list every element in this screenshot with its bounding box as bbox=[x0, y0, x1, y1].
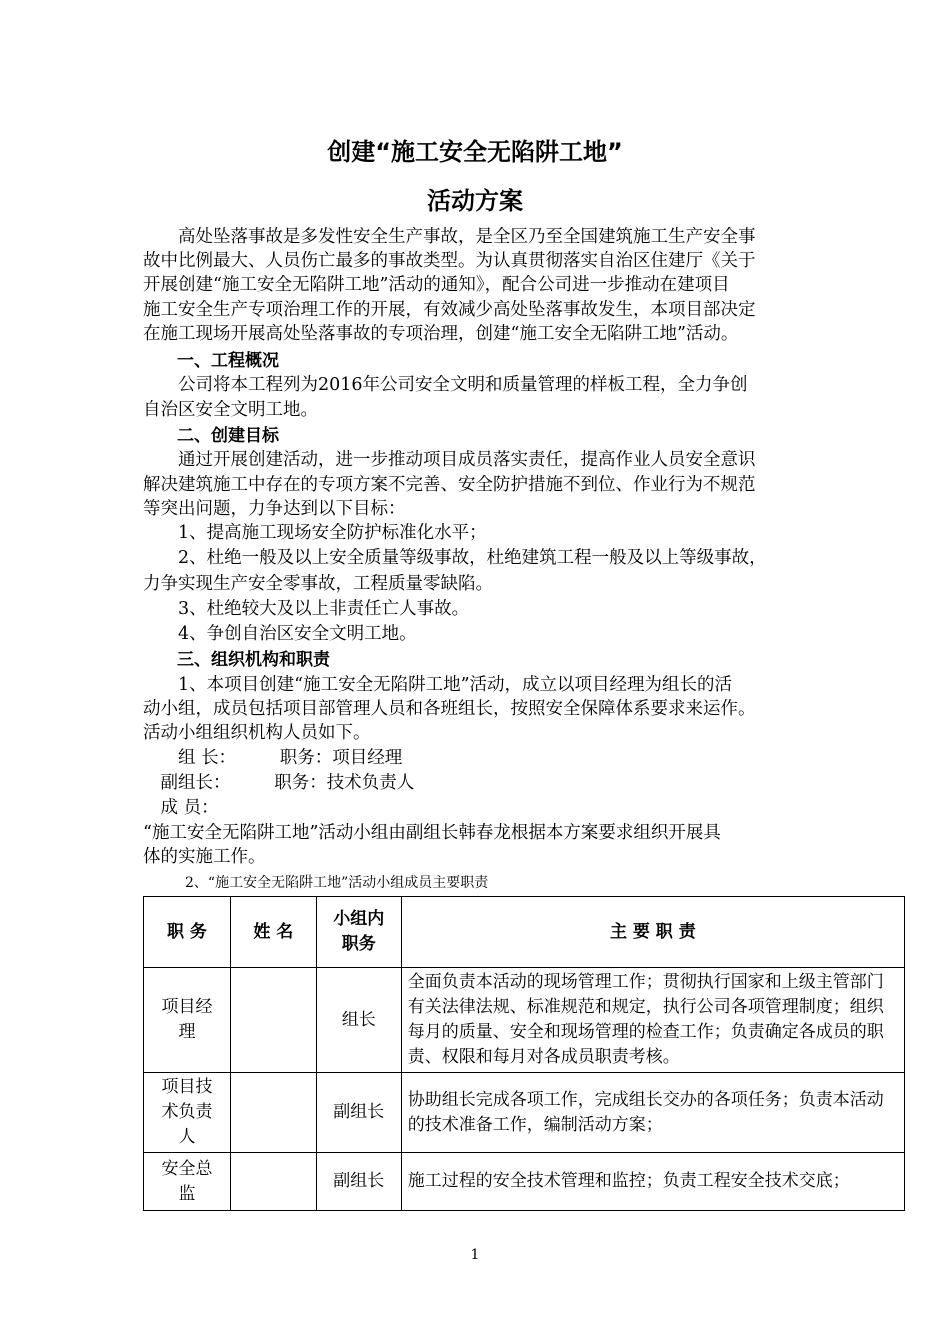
section2-line: 2、杜绝一般及以上安全质量等级事故，杜绝建筑工程一般及以上等级事故， bbox=[143, 548, 767, 568]
document-subtitle: 活动方案 bbox=[427, 187, 523, 215]
header-post: 职 务 bbox=[144, 897, 231, 968]
section3-line: 活动小组组织机构人员如下。 bbox=[143, 723, 371, 743]
table-caption: 2、“施工安全无陷阱工地”活动小组成员主要职责 bbox=[143, 875, 489, 891]
section2-heading: 二、创建目标 bbox=[143, 426, 279, 446]
cell-name bbox=[230, 1073, 316, 1153]
section3-heading: 三、组织机构和职责 bbox=[143, 650, 330, 670]
section2-line: 4、争创自治区安全文明工地。 bbox=[143, 624, 417, 644]
document-title: 创建“施工安全无陷阱工地” bbox=[327, 138, 623, 166]
cell-duty: 施工过程的安全技术管理和监控；负责工程安全技术交底； bbox=[401, 1153, 904, 1211]
cell-duty: 协助组长完成各项工作，完成组长交办的各项任务；负责本活动的技术准备工作，编制活动方案； bbox=[401, 1073, 904, 1153]
section2-line: 等突出问题，力争达到以下目标： bbox=[143, 499, 406, 519]
intro-line: 高处坠落事故是多发性安全生产事故，是全区乃至全国建筑施工生产安全事 bbox=[143, 227, 756, 247]
section2-line: 3、杜绝较大及以上非责任亡人事故。 bbox=[143, 599, 470, 619]
section3-line: 体的实施工作。 bbox=[143, 847, 266, 867]
section1-heading: 一、工程概况 bbox=[143, 351, 279, 371]
duty-table bbox=[143, 896, 905, 1211]
section2-line: 通过开展创建活动，进一步推动项目成员落实责任，提高作业人员安全意识 bbox=[143, 450, 756, 470]
section3-line: “施工安全无陷阱工地”活动小组由副组长韩春龙根据本方案要求组织开展具 bbox=[143, 823, 721, 843]
cell-post: 安全总 监 bbox=[144, 1153, 231, 1211]
intro-line: 开展创建“施工安全无陷阱工地”活动的通知》，配合公司进一步推动在建项目 bbox=[143, 275, 730, 295]
cell-role: 副组长 bbox=[316, 1073, 401, 1153]
cell-name bbox=[230, 968, 316, 1073]
intro-line: 故中比例最大、人员伤亡最多的事故类型。为认真贯彻落实自治区住建厅《关于 bbox=[143, 251, 756, 271]
cell-duty: 全面负责本活动的现场管理工作；贯彻执行国家和上级主管部门有关法律法规、标准规范和规定，执行公司各项管理制度；组织每月的质量、安全和现场管理的检查工作；负责确定各成员的职责、权限和每月对各成员职责考核。 bbox=[401, 968, 904, 1073]
page-number: 1 bbox=[470, 1247, 480, 1263]
header-role: 小组内 职务 bbox=[316, 897, 401, 968]
cell-post: 项目技 术负责 人 bbox=[144, 1073, 231, 1153]
section2-line: 1、提高施工现场安全防护标准化水平； bbox=[143, 523, 487, 543]
section2-line: 力争实现生产安全零事故，工程质量零缺陷。 bbox=[143, 574, 493, 594]
intro-line: 施工安全生产专项治理工作的开展，有效减少高处坠落事故发生，本项目部决定 bbox=[143, 300, 756, 320]
intro-line: 在施工现场开展高处坠落事故的专项治理，创建“施工安全无陷阱工地”活动。 bbox=[143, 324, 739, 344]
section3-line: 副组长： 职务：技术负责人 bbox=[143, 773, 415, 793]
table-header-row bbox=[144, 897, 905, 968]
section3-line: 动小组，成员包括项目部管理人员和各班组长，按照安全保障体系要求来运作。 bbox=[143, 699, 756, 719]
cell-role: 副组长 bbox=[316, 1153, 401, 1211]
cell-post: 项目经 理 bbox=[144, 968, 231, 1073]
table-row bbox=[144, 1073, 905, 1153]
section3-line: 组 长： 职务：项目经理 bbox=[143, 748, 403, 768]
header-duty: 主 要 职 责 bbox=[401, 897, 904, 968]
table-row bbox=[144, 1153, 905, 1211]
section3-line: 成 员： bbox=[143, 798, 219, 818]
section1-line: 自治区安全文明工地。 bbox=[143, 400, 318, 420]
section1-line: 公司将本工程列为2016年公司安全文明和质量管理的样板工程，全力争创 bbox=[143, 375, 748, 395]
section3-line: 1、本项目创建“施工安全无陷阱工地”活动，成立以项目经理为组长的活 bbox=[143, 675, 733, 695]
table-row bbox=[144, 968, 905, 1073]
cell-role: 组长 bbox=[316, 968, 401, 1073]
header-name: 姓 名 bbox=[230, 897, 316, 968]
cell-name bbox=[230, 1153, 316, 1211]
section2-line: 解决建筑施工中存在的专项方案不完善、安全防护措施不到位、作业行为不规范 bbox=[143, 475, 756, 495]
